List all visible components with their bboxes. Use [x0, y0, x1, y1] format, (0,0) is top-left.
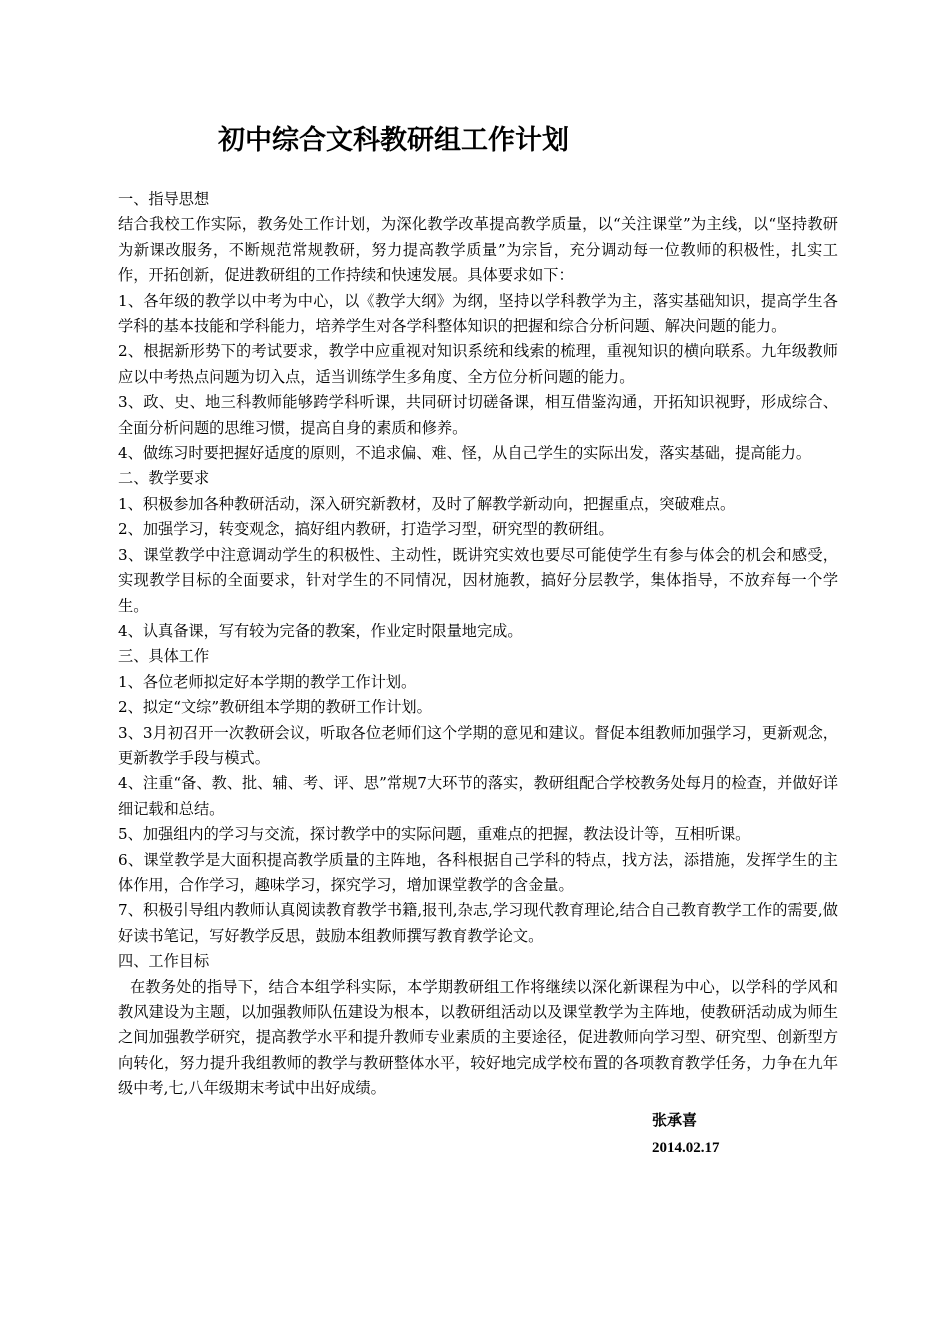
- list-item: 4、做练习时要把握好适度的原则，不追求偏、难、怪，从自己学生的实际出发，落实基础，提高能力。: [118, 444, 812, 463]
- signature-name: 张承喜: [652, 1113, 698, 1129]
- signature-date: 2014.02.17: [652, 1140, 720, 1156]
- list-item: 3、政、史、地三科教师能够跨学科听课，共同研讨切磋备课，相互借鉴沟通，开拓知识视野，形成综合、全面分析问题的思维习惯，提高自身的素质和修养。: [118, 393, 838, 437]
- list-item: 1、积极参加各种教研活动，深入研究新教材，及时了解教学新动向，把握重点，突破难点。: [118, 494, 736, 513]
- list-item: 2、加强学习，转变观念，搞好组内教研，打造学习型，研究型的教研组。: [118, 520, 614, 539]
- list-item: 4、注重“备、教、批、辅、考、评、思”常规7大环节的落实，教研组配合学校教务处每月的检查，并做好详细记载和总结。: [118, 774, 838, 818]
- list-item: 3、课堂教学中注意调动学生的积极性、主动性，既讲究实效也要尽可能使学生有参与体会的机会和感受，实现教学目标的全面要求，针对学生的不同情况，因材施教，搞好分层教学，集体指导，不放弃每一个学生。: [118, 545, 838, 615]
- document-title: 初中综合文科教研组工作计划: [218, 125, 569, 156]
- list-item: 2、根据新形势下的考试要求，教学中应重视对知识系统和线索的梳理，重视知识的横向联系。九年级教师应以中考热点问题为切入点，适当训练学生多角度、全方位分析问题的能力。: [118, 342, 838, 386]
- list-item: 4、认真备课，写有较为完备的教案，作业定时限量地完成。: [118, 621, 523, 640]
- document-body: [118, 187, 838, 1102]
- paragraph-goals: 在教务处的指导下，结合本组学科实际，本学期教研组工作将继续以深化新课程为中心，以学科的学风和教风建设为主题，以加强教师队伍建设为根本，以教研组活动以及课堂教学为主阵地，使教研活动成为师生之间加强教学研究，提高教学水平和提升教师专业素质的主要途径，促进教师向学习型、研究型、创新型方向转化，努力提升我组教师的教学与教研整体水平，较好地完成学校布置的各项教育教学任务，力争在九年级中考,七,八年级期末考试中出好成绩。: [118, 977, 838, 1098]
- signature-block: [652, 1108, 720, 1162]
- list-item: 2、拟定“文综”教研组本学期的教研工作计划。: [118, 698, 432, 717]
- list-item: 7、积极引导组内教师认真阅读教育教学书籍,报刊,杂志,学习现代教育理论,结合自己教育教学工作的需要,做好读书笔记，写好教学反思，鼓励本组教师撰写教育教学论文。: [118, 901, 838, 945]
- list-item: 1、各位老师拟定好本学期的教学工作计划。: [118, 672, 417, 691]
- list-item: 3、3月初召开一次教研会议，听取各位老师们这个学期的意见和建议。督促本组教师加强学习，更新观念，更新教学手段与模式。: [118, 723, 838, 767]
- section-heading-guiding-ideology: 一、指导思想: [118, 190, 210, 208]
- section-heading-specific-work: 三、具体工作: [118, 647, 210, 666]
- paragraph-intro: 结合我校工作实际，教务处工作计划，为深化教学改革提高教学质量，以“关注课堂”为主线，以“坚持教研为新课改服务，不断规范常规教研，努力提高教学质量”为宗旨，充分调动每一位教师的积极性，扎实工作，开拓创新，促进教研组的工作持续和快速发展。具体要求如下：: [118, 215, 838, 285]
- list-item: 6、课堂教学是大面积提高教学质量的主阵地，各科根据自己学科的特点，找方法，添措施，发挥学生的主体作用，合作学习，趣味学习，探究学习，增加课堂教学的含金量。: [118, 850, 838, 894]
- list-item: 5、加强组内的学习与交流，探讨教学中的实际问题，重难点的把握，教法设计等，互相听课。: [118, 825, 751, 844]
- list-item: 1、各年级的教学以中考为中心，以《教学大纲》为纲，坚持以学科教学为主，落实基础知识，提高学生各学科的基本技能和学科能力，培养学生对各学科整体知识的把握和综合分析问题、解决问题的能力。: [118, 291, 838, 336]
- section-heading-teaching-requirements: 二、教学要求: [118, 469, 210, 488]
- section-heading-work-goals: 四、工作目标: [118, 952, 210, 971]
